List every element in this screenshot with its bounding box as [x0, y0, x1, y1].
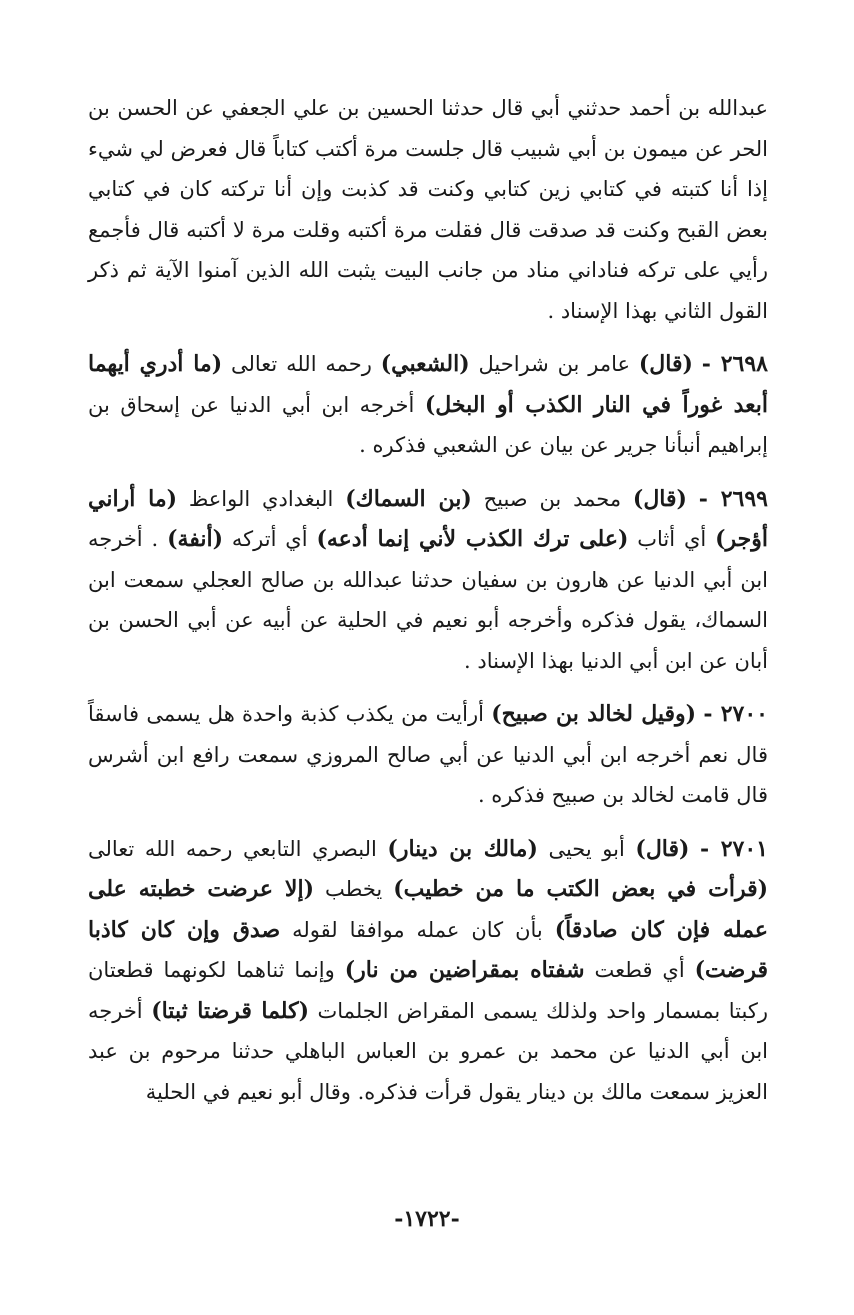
body-text: أي أتركه — [231, 527, 308, 551]
body-text: وإنما ثناهما لكونهما قطعتان ركبتا بمسمار واحد ولذلك يسمى المقراض الجلمات — [88, 958, 768, 1023]
entry-number: ٢٧٠١ - — [700, 835, 768, 862]
bold-quote: (إلا عرضت خطبته على عمله فإن كان صادقاً) — [88, 876, 768, 943]
body-text: أرأيت من يكذب كذبة واحدة هل يسمى فاسقاً قال نعم أخرجه ابن أبي الدنيا عن أبي صالح المروزي سمعت رافع ابن أشرس قال قامت لخالد بن صبيح فذكره . — [88, 702, 768, 807]
body-text: البغدادي الواعظ — [188, 486, 334, 511]
bold-term: (قال) — [635, 835, 690, 862]
bold-quote: صدق وإن كان كاذبا قرضت) — [88, 916, 768, 983]
body-text: أي قطعت — [594, 958, 685, 982]
body-text: البصري التابعي رحمه الله تعالى — [88, 836, 377, 861]
bold-quote: (على ترك الكذب لأني إنما أدعه) — [316, 526, 629, 552]
paragraph-isnad-continuation — [88, 88, 768, 331]
bold-quote: (قرأت في بعض الكتب ما من خطيب) — [393, 876, 769, 902]
body-text: عامر بن شراحيل — [478, 352, 631, 376]
bold-term: (قال) — [632, 485, 687, 512]
body-text: بأن كان عمله موافقا لقوله — [292, 917, 543, 942]
body-text: . أخرجه ابن أبي الدنيا عن هارون بن سفيان حدثنا عبدالله بن صالح العجلي سمعت ابن السماك، يقول فذكره وأخرجه أبو نعيم في الحلية عن أبيه عن أبي الحسن بن أبان عن ابن أبي الدنيا بهذا الإسناد . — [88, 527, 768, 673]
body-text: أخرجه ابن أبي الدنيا عن محمد بن عمرو بن العباس الباهلي حدثنا مرحوم بن عبد العزيز سمعت مالك بن دينار يقول قرأت فذكره. وقال أبو نعيم في الحلية — [88, 998, 768, 1104]
entry-2698 — [88, 344, 768, 466]
entry-number: ٢٦٩٩ - — [698, 485, 768, 512]
bold-term: (بن السماك) — [345, 485, 472, 512]
bold-term: (قال) — [638, 351, 693, 377]
entry-2700 — [88, 694, 768, 816]
bold-term: (أنفة) — [167, 526, 224, 552]
body-text: أي أثاب — [637, 527, 707, 551]
body-text: عبدالله بن أحمد حدثني أبي قال حدثنا الحسين بن علي الجعفي عن الحسن بن الحر عن ميمون بن أبي شبيب قال جلست مرة أكتب كتاباً قال فعرض لي شيء إذا أنا كتبته في كتابي زين كتابي وكنت قد كذبت وإن أنا تركته كان في كتابي بعض القبح وكنت قد صدقت قال فقلت مرة أكتبه وقلت مرة لا أكتبه قال فأجمع رأيي على تركه فناداني مناد من جانب البيت يثبت الله الذين آمنوا الآية ثم ذكر القول الثاني بهذا الإسناد . — [88, 96, 768, 323]
body-text: أبو يحيى — [548, 836, 625, 861]
body-text: يخطب — [325, 877, 383, 901]
bold-quote: (ما أراني أؤجر) — [88, 485, 768, 552]
entry-2701 — [88, 829, 768, 1113]
body-text: أخرجه ابن أبي الدنيا عن إسحاق بن إبراهيم أنبأنا جرير عن بيان عن الشعبي فذكره . — [88, 392, 768, 457]
bold-term: (مالك بن دينار) — [387, 835, 538, 862]
bold-term: (الشعبي) — [380, 351, 470, 377]
entry-number: ٢٧٠٠ - — [703, 701, 768, 727]
bold-quote: شفتاه بمقراضين من نار) — [344, 957, 585, 983]
body-text: رحمه الله تعالى — [230, 352, 372, 376]
page-number: -١٧٢٢- — [394, 1206, 460, 1232]
bold-quote: (ما أدري أيهما أبعد غوراً في النار الكذب أو البخل) — [88, 351, 768, 418]
bold-quote: (كلما قرضتا ثبتا) — [151, 997, 309, 1024]
entry-number: ٢٦٩٨ - — [701, 351, 768, 377]
body-text: محمد بن صبيح — [483, 486, 622, 511]
entry-2699 — [88, 479, 768, 682]
bold-quote: (وقيل لخالد بن صبيح) — [491, 701, 697, 727]
